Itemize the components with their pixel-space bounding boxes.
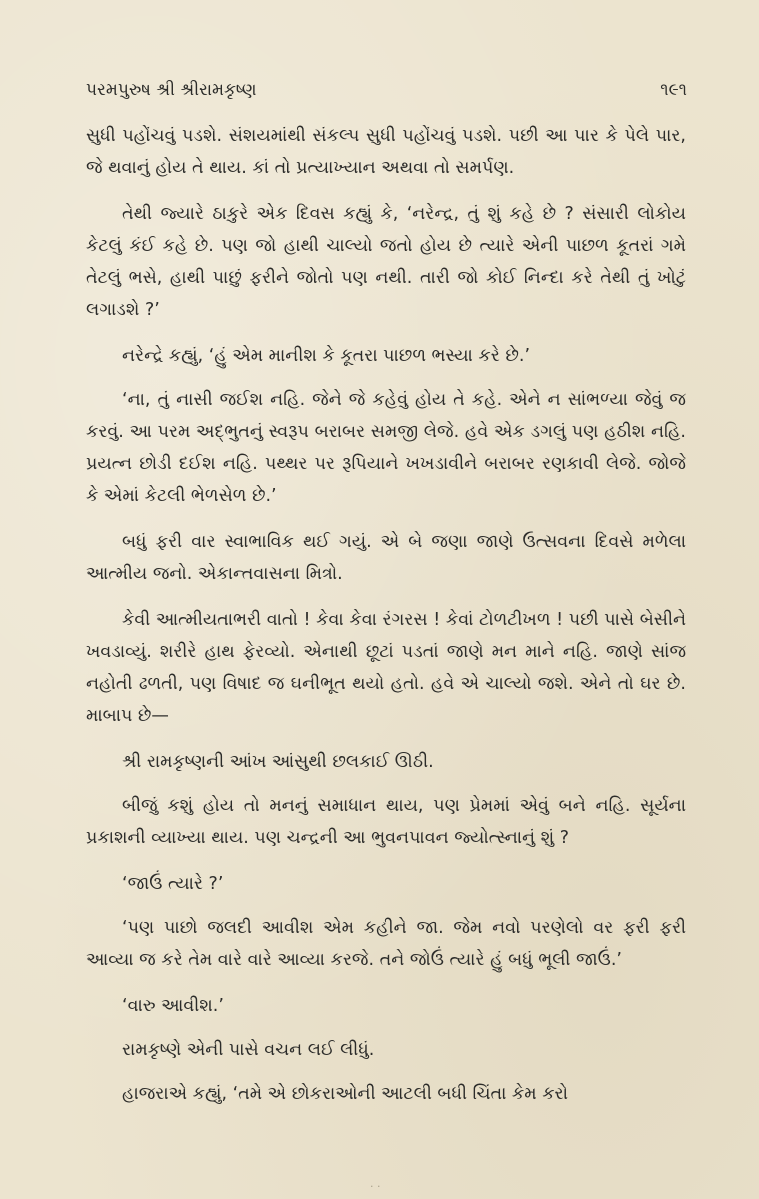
paragraph-7: શ્રી રામકૃષ્ણની આંખ આંસુથી છલકાઈ ઊઠી. [122,752,434,772]
paragraph-3: નરેન્દ્રે કહ્યું, ‘હું એમ માનીશ કે કૂતરા પાછળ ભસ્યા કરે છે.’ [122,346,531,366]
paragraph-10: ‘પણ પાછો જલદી આવીશ એમ કહીને જા. જેમ નવો પરણેલો વર ફરી ફરી આવ્યા જ કરે તેમ વારે વારે આવ્યા કરજે. તને જોઉં ત્યારે હું બધું ભૂલી જાઉં.’ [86,918,686,970]
paragraph-9: ‘જાઉં ત્યારે ?’ [122,874,224,894]
paragraph-1: સુધી પહોંચવું પડશે. સંશયમાંથી સંકલ્પ સુધી પહોંચવું પડશે. પછી આ પાર કે પેલે પાર, જે થવાનું હોય તે થાય. કાં તો પ્રત્યાખ્યાન અથવા તો સમર્પણ. [86,126,686,178]
paragraph-2: તેથી જ્યારે ઠાકુરે એક દિવસ કહ્યું કે, ‘નરેન્દ્ર, તું શું કહે છે ? સંસારી લોકોય કેટલું કંઈ કહે છે. પણ જો હાથી ચાલ્યો જતો હોય છે ત્યારે એની પાછળ કૂતરાં ગમે તેટલું ભસે, હાથી પાછું ફરીને જોતો પણ નથી. તારી જો કોઈ નિન્દા કરે તેથી તું ખોટું લગાડશે ?’ [86,204,686,320]
paragraph-4: ‘ના, તું નાસી જઈશ નહિ. જેને જે કહેવું હોય તે કહે. એને ન સાંભળ્યા જેવું જ કરવું. આ પરમ અદ્ભુતનું સ્વરૂપ બરાબર સમજી લેજે. હવે એક ડગલું પણ હઠીશ નહિ. પ્રયત્ન છોડી દઈશ નહિ. પથ્થર પર રૂપિયાને ખખડાવીને બરાબર રણકાવી લેજે. જોજે કે એમાં કેટલી ભેળસેળ છે.’ [86,390,686,506]
paragraph-12: રામકૃષ્ણે એની પાસે વચન લઈ લીધું. [122,1040,375,1060]
paragraph-5: બધું ફરી વાર સ્વાભાવિક થઈ ગયું. એ બે જણા જાણે ઉત્સવના દિવસે મળેલા આત્મીય જનો. એકાન્તવાસના મિત્રો. [86,532,686,584]
book-title: પરમપુરુષ શ્રી શ્રીરામકૃષ્ણ [86,80,257,100]
paragraph-8: બીજું કશું હોય તો મનનું સમાધાન થાય, પણ પ્રેમમાં એવું બને નહિ. સૂર્યના પ્રકાશની વ્યાખ્યા થાય. પણ ચન્દ્રની આ ભુવનપાવન જ્યોત્સ્નાનું શું ? [86,796,686,848]
paragraph-11: ‘વારુ આવીશ.’ [122,996,224,1016]
paragraph-6: કેવી આત્મીયતાભરી વાતો ! કેવા કેવા રંગરસ ! કેવાં ટોળટીખળ ! પછી પાસે બેસીને ખવડાવ્યું. શરીરે હાથ ફેરવ્યો. એનાથી છૂટાં પડતાં જાણે મન માને નહિ. જાણે સાંજ નહોતી ઢળતી, પણ વિષાદ જ ઘનીભૂત થયો હતો. હવે એ ચાલ્યો જશે. એને તો ઘર છે. માબાપ છે— [86,610,686,726]
body-text [86,120,686,1124]
page-number: ૧૯૧ [660,80,687,100]
paragraph-13: હાજરાએ કહ્યું, ‘તમે એ છોકરાઓની આટલી બધી ચિંતા કેમ કરો [122,1084,568,1104]
paper-speck: · · [370,1180,381,1193]
running-header [86,80,687,110]
